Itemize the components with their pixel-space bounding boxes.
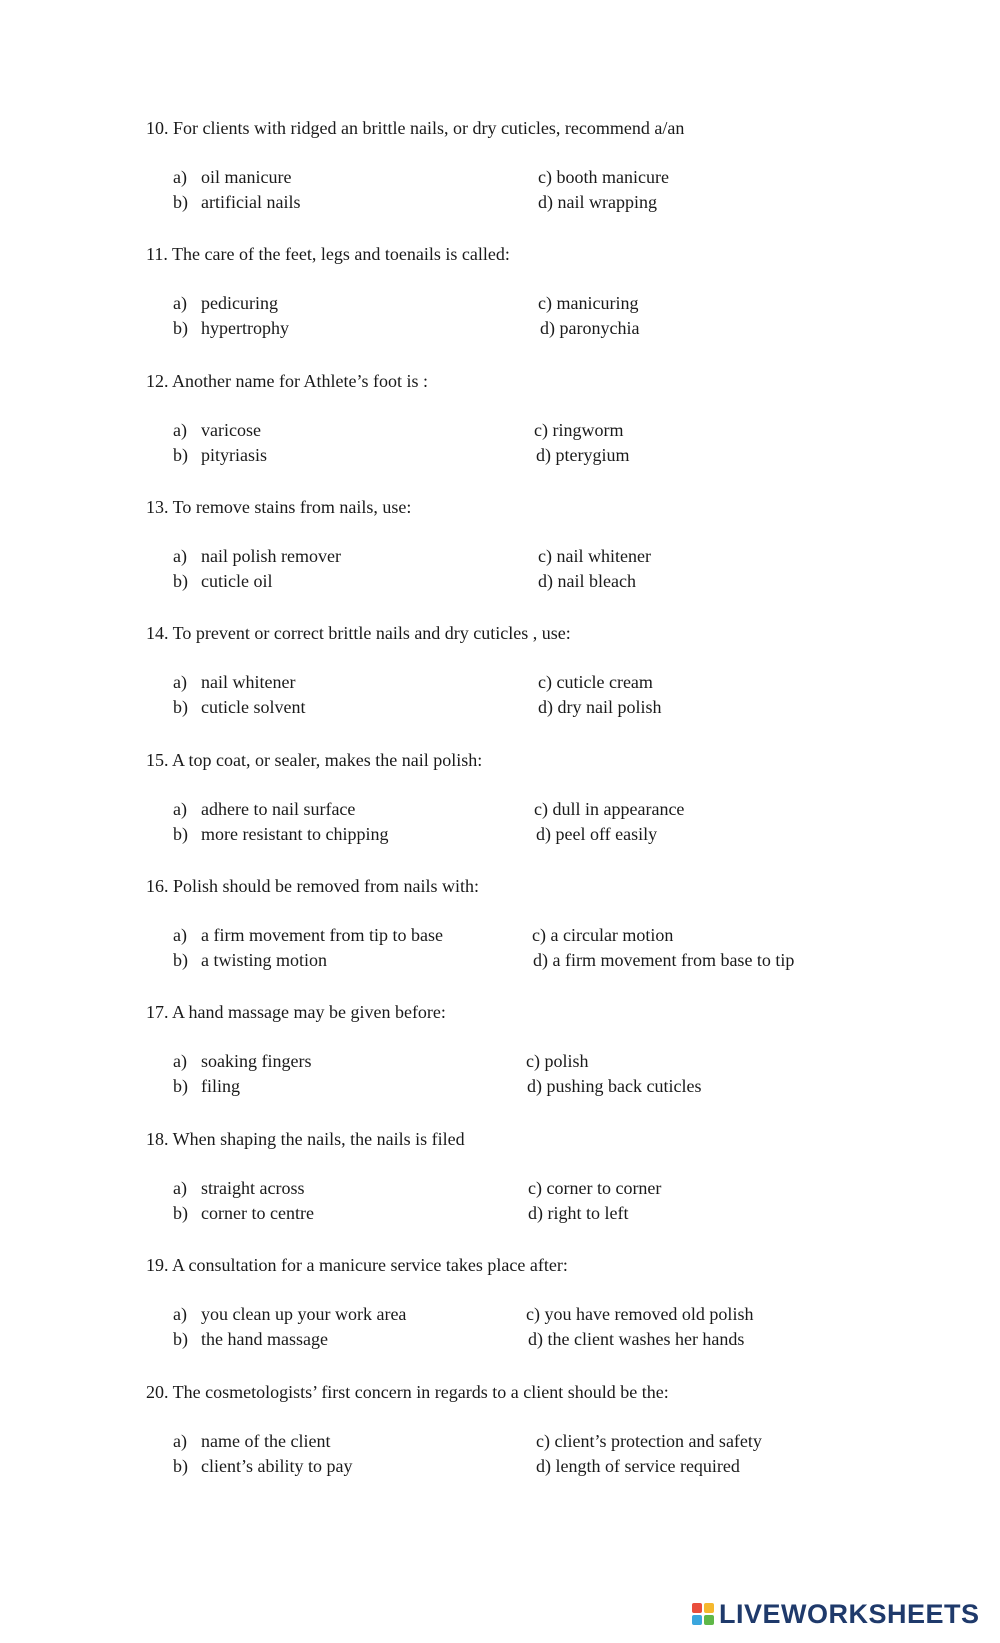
option-d[interactable]: d) nail bleach (538, 571, 636, 591)
options (146, 1430, 906, 1482)
option-c[interactable]: c) client’s protection and safety (536, 1431, 762, 1451)
option-b[interactable]: b) hypertrophy (173, 318, 289, 338)
options (146, 671, 906, 723)
option-b[interactable]: b) corner to centre (173, 1203, 314, 1223)
option-c[interactable]: c) cuticle cream (538, 672, 653, 692)
question-text: 18. When shaping the nails, the nails is filed (146, 1129, 465, 1149)
option-c[interactable]: c) polish (526, 1051, 589, 1071)
question-16 (146, 875, 906, 976)
question-20 (146, 1381, 906, 1482)
options (146, 798, 906, 850)
logo-text: LIVEWORKSHEETS (719, 1598, 980, 1629)
question-text: 16. Polish should be removed from nails with: (146, 876, 479, 896)
question-19 (146, 1254, 906, 1355)
option-b[interactable]: b) cuticle solvent (173, 697, 306, 717)
options (146, 1050, 906, 1102)
option-a[interactable]: a) straight across (173, 1178, 305, 1198)
option-c[interactable]: c) you have removed old polish (526, 1304, 754, 1324)
logo-mark-icon (692, 1603, 714, 1625)
option-d[interactable]: d) peel off easily (536, 824, 658, 844)
option-c[interactable]: c) corner to corner (528, 1178, 662, 1198)
option-d[interactable]: d) pushing back cuticles (527, 1076, 702, 1096)
option-d[interactable]: d) a firm movement from base to tip (533, 950, 795, 970)
question-text: 11. The care of the feet, legs and toenails is called: (146, 244, 510, 264)
option-a[interactable]: a) you clean up your work area (173, 1304, 407, 1324)
option-a[interactable]: a) soaking fingers (173, 1051, 312, 1071)
options (146, 924, 906, 976)
option-d[interactable]: d) pterygium (536, 445, 630, 465)
option-d[interactable]: d) length of service required (536, 1456, 740, 1476)
options (146, 166, 906, 218)
option-a[interactable]: a) a firm movement from tip to base (173, 925, 443, 945)
question-11 (146, 243, 906, 344)
question-text: 15. A top coat, or sealer, makes the nail polish: (146, 750, 483, 770)
option-b[interactable]: b) cuticle oil (173, 571, 273, 591)
question-text: 19. A consultation for a manicure service takes place after: (146, 1255, 568, 1275)
liveworksheets-logo (692, 1597, 980, 1631)
option-b[interactable]: b) pityriasis (173, 445, 267, 465)
options (146, 1177, 906, 1229)
logo-square (704, 1615, 714, 1625)
option-d[interactable]: d) paronychia (540, 318, 640, 338)
question-10 (146, 117, 906, 218)
question-text: 14. To prevent or correct brittle nails and dry cuticles , use: (146, 623, 571, 643)
question-15 (146, 749, 906, 850)
option-a[interactable]: a) pedicuring (173, 293, 278, 313)
options (146, 419, 906, 471)
question-17 (146, 1001, 906, 1102)
option-b[interactable]: b) client’s ability to pay (173, 1456, 353, 1476)
option-d[interactable]: d) dry nail polish (538, 697, 662, 717)
option-a[interactable]: a) name of the client (173, 1431, 331, 1451)
options (146, 545, 906, 597)
question-text: 10. For clients with ridged an brittle nails, or dry cuticles, recommend a/an (146, 118, 685, 138)
option-a[interactable]: a) nail polish remover (173, 546, 341, 566)
option-a[interactable]: a) nail whitener (173, 672, 296, 692)
logo-square (692, 1615, 702, 1625)
option-b[interactable]: b) artificial nails (173, 192, 301, 212)
option-b[interactable]: b) a twisting motion (173, 950, 327, 970)
option-c[interactable]: c) ringworm (534, 420, 624, 440)
question-text: 20. The cosmetologists’ first concern in regards to a client should be the: (146, 1382, 669, 1402)
option-a[interactable]: a) varicose (173, 420, 261, 440)
logo-square (692, 1603, 702, 1613)
question-text: 12. Another name for Athlete’s foot is : (146, 371, 428, 391)
option-a[interactable]: a) oil manicure (173, 167, 292, 187)
option-c[interactable]: c) a circular motion (532, 925, 674, 945)
option-d[interactable]: d) nail wrapping (538, 192, 657, 212)
option-c[interactable]: c) booth manicure (538, 167, 669, 187)
option-d[interactable]: d) right to left (528, 1203, 629, 1223)
question-text: 13. To remove stains from nails, use: (146, 497, 412, 517)
option-c[interactable]: c) manicuring (538, 293, 639, 313)
option-c[interactable]: c) nail whitener (538, 546, 651, 566)
option-d[interactable]: d) the client washes her hands (528, 1329, 745, 1349)
option-c[interactable]: c) dull in appearance (534, 799, 685, 819)
option-a[interactable]: a) adhere to nail surface (173, 799, 356, 819)
logo-square (704, 1603, 714, 1613)
question-13 (146, 496, 906, 597)
options (146, 1303, 906, 1355)
question-text: 17. A hand massage may be given before: (146, 1002, 446, 1022)
option-b[interactable]: b) filing (173, 1076, 240, 1096)
option-b[interactable]: b) more resistant to chipping (173, 824, 389, 844)
question-18 (146, 1128, 906, 1229)
question-12 (146, 370, 906, 471)
options (146, 292, 906, 344)
option-b[interactable]: b) the hand massage (173, 1329, 328, 1349)
question-14 (146, 622, 906, 723)
